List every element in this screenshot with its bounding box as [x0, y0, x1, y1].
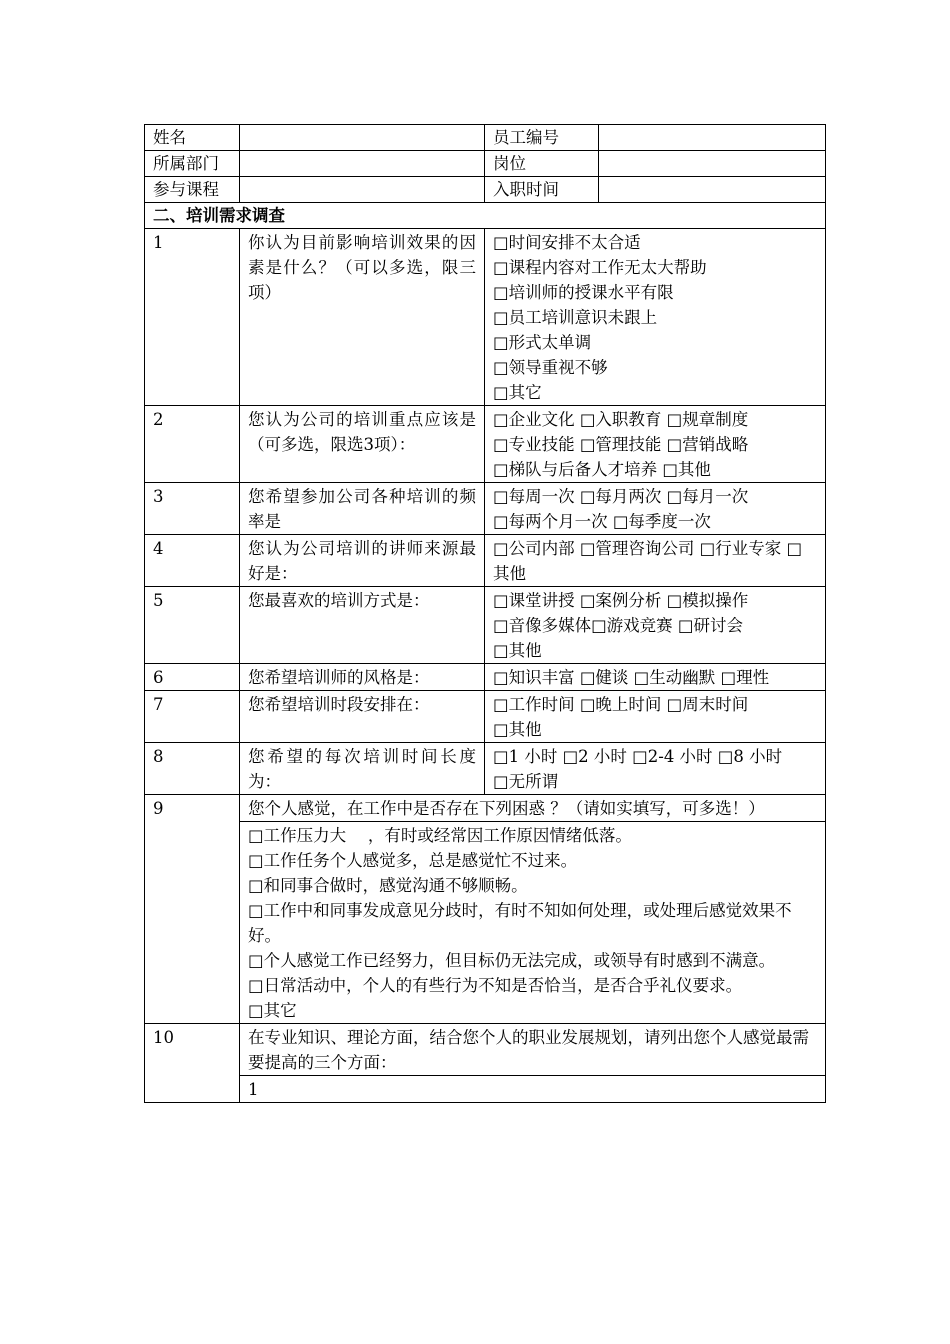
survey-form [144, 124, 825, 1103]
option-line[interactable]: □每两个月一次 □每季度一次 [493, 512, 711, 531]
option-checkbox[interactable]: □工作压力大 ，有时或经常因工作原因情绪低落。 [248, 826, 632, 845]
emp-no-label: 员工编号 [485, 125, 599, 151]
question-row-9-options [145, 822, 826, 1024]
question-options [485, 406, 826, 483]
name-field[interactable] [240, 125, 485, 151]
question-number: 5 [145, 587, 240, 664]
option-line[interactable]: □企业文化 □入职教育 □规章制度 [493, 410, 749, 429]
post-field[interactable] [599, 151, 826, 177]
question-number: 3 [145, 483, 240, 535]
option-checkbox[interactable]: □和同事合做时，感觉沟通不够顺畅。 [248, 876, 528, 895]
question-row-4 [145, 535, 826, 587]
question-number: 6 [145, 664, 240, 691]
question-text: 您个人感觉，在工作中是否存在下列困惑 ？（请如实填写，可多选！） [240, 795, 826, 822]
question-options [485, 743, 826, 795]
question-text: 您认为公司培训的讲师来源最好是： [240, 535, 485, 587]
question-row-1 [145, 229, 826, 406]
course-field[interactable] [240, 177, 485, 203]
emp-no-field[interactable] [599, 125, 826, 151]
question-number: 1 [145, 229, 240, 406]
question-text: 您希望培训师的风格是： [240, 664, 485, 691]
option-line[interactable]: □知识丰富 □健谈 □生动幽默 □理性 [493, 668, 770, 687]
question-options [485, 483, 826, 535]
question-row-8 [145, 743, 826, 795]
question-row-9 [145, 795, 826, 822]
question-number: 8 [145, 743, 240, 795]
question-number: 9 [145, 795, 240, 1024]
option-checkbox[interactable]: □员工培训意识未跟上 [493, 308, 658, 327]
option-line[interactable]: □其他 [493, 641, 542, 660]
row-name [145, 125, 826, 151]
option-checkbox[interactable]: □领导重视不够 [493, 358, 608, 377]
option-checkbox[interactable]: □课程内容对工作无太大帮助 [493, 258, 707, 277]
question-number: 4 [145, 535, 240, 587]
question-options [485, 535, 826, 587]
dept-label: 所属部门 [145, 151, 240, 177]
row-dept [145, 151, 826, 177]
option-checkbox[interactable]: □个人感觉工作已经努力，但目标仍无法完成，或领导有时感到不满意。 [248, 951, 776, 970]
question-options [485, 664, 826, 691]
option-line[interactable]: □课堂讲授 □案例分析 □模拟操作 [493, 591, 749, 610]
question-text: 您希望参加公司各种培训的频率是 [240, 483, 485, 535]
join-label: 入职时间 [485, 177, 599, 203]
option-checkbox[interactable]: □工作任务个人感觉多，总是感觉忙不过来。 [248, 851, 578, 870]
question-options [485, 691, 826, 743]
option-line[interactable]: □公司内部 □管理咨询公司 □行业专家 □其他 [493, 539, 803, 583]
question-options [240, 822, 826, 1024]
option-line[interactable]: □每周一次 □每月两次 □每月一次 [493, 487, 749, 506]
option-checkbox[interactable]: □其它 [248, 1001, 297, 1020]
question-text: 你认为目前影响培训效果的因素是什么？（可以多选，限三项） [240, 229, 485, 406]
question-text: 您希望的每次培训时间长度为： [240, 743, 485, 795]
answer-field[interactable]: 1 [240, 1076, 826, 1103]
section-row [145, 203, 826, 229]
option-checkbox[interactable]: □日常活动中，个人的有些行为不知是否恰当，是否合乎礼仪要求。 [248, 976, 743, 995]
option-line[interactable]: □工作时间 □晚上时间 □周末时间 [493, 695, 749, 714]
survey-table [144, 124, 826, 1103]
option-checkbox[interactable]: □培训师的授课水平有限 [493, 283, 674, 302]
question-text: 在专业知识、理论方面，结合您个人的职业发展规划，请列出您个人感觉最需要提高的三个方面： [240, 1024, 826, 1076]
question-number: 2 [145, 406, 240, 483]
row-course [145, 177, 826, 203]
option-line[interactable]: □其他 [493, 720, 542, 739]
question-text: 您最喜欢的培训方式是： [240, 587, 485, 664]
question-row-10-answer [145, 1076, 826, 1103]
question-text: 您希望培训时段安排在： [240, 691, 485, 743]
section-title: 二、培训需求调查 [145, 203, 826, 229]
option-checkbox[interactable]: □工作中和同事发成意见分歧时，有时不知如何处理，或处理后感觉效果不好。 [248, 901, 792, 945]
option-line[interactable]: □梯队与后备人才培养 □其他 [493, 460, 711, 479]
course-label: 参与课程 [145, 177, 240, 203]
question-row-5 [145, 587, 826, 664]
question-text: 您认为公司的培训重点应该是（可多选，限选3项）： [240, 406, 485, 483]
question-row-7 [145, 691, 826, 743]
join-field[interactable] [599, 177, 826, 203]
option-checkbox[interactable]: □时间安排不太合适 [493, 233, 641, 252]
question-row-2 [145, 406, 826, 483]
option-line[interactable]: □1 小时 □2 小时 □2-4 小时 □8 小时 [493, 747, 783, 766]
question-row-3 [145, 483, 826, 535]
option-line[interactable]: □无所谓 [493, 772, 559, 791]
option-line[interactable]: □专业技能 □管理技能 □营销战略 [493, 435, 749, 454]
post-label: 岗位 [485, 151, 599, 177]
dept-field[interactable] [240, 151, 485, 177]
option-checkbox[interactable]: □其它 [493, 383, 542, 402]
question-options [485, 587, 826, 664]
name-label: 姓名 [145, 125, 240, 151]
question-number: 7 [145, 691, 240, 743]
question-options [485, 229, 826, 406]
option-checkbox[interactable]: □形式太单调 [493, 333, 592, 352]
option-line[interactable]: □音像多媒体□游戏竞赛 □研讨会 [493, 616, 744, 635]
question-row-10 [145, 1024, 826, 1076]
question-row-6 [145, 664, 826, 691]
question-number: 10 [145, 1024, 240, 1103]
